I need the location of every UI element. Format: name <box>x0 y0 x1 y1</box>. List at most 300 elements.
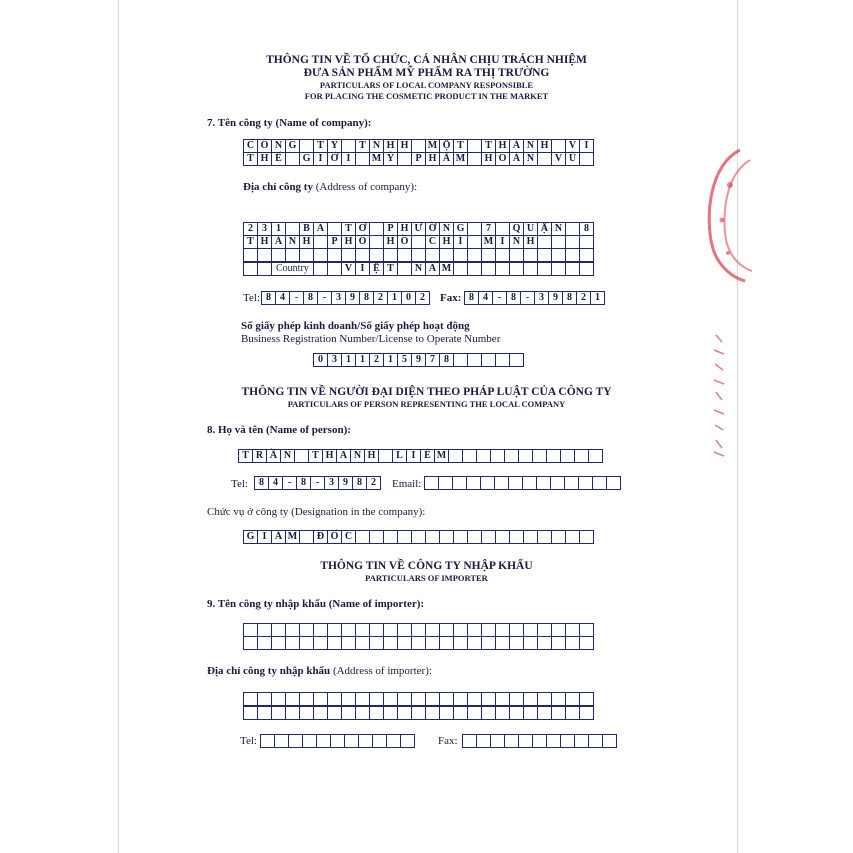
grid-cell: À <box>271 235 286 249</box>
grid-cell <box>579 262 594 276</box>
grid-cell <box>509 353 524 367</box>
grid-cell <box>551 530 566 544</box>
grid-cell <box>411 530 426 544</box>
header-vn-line2: ĐƯA SẢN PHẨM MỸ PHẨM RA THỊ TRƯỜNG <box>303 67 550 79</box>
grid-cell <box>523 623 538 637</box>
grid-cell <box>327 636 342 650</box>
grid-cell <box>495 623 510 637</box>
grid-cell: 7 <box>425 353 440 367</box>
grid-cell <box>490 734 505 748</box>
grid-cell <box>383 706 398 720</box>
person-tel-grid <box>254 476 381 490</box>
grid-cell: Đ <box>313 530 328 544</box>
grid-cell <box>257 636 272 650</box>
grid-cell <box>551 692 566 706</box>
grid-cell: 8 <box>506 291 521 305</box>
grid-cell: G <box>299 152 314 166</box>
grid-cell <box>355 692 370 706</box>
grid-cell: Ậ <box>537 222 552 236</box>
grid-cell: 8 <box>464 291 479 305</box>
grid-cell: Ố <box>355 235 370 249</box>
grid-cell: 8 <box>296 476 311 490</box>
grid-cell: O <box>495 152 510 166</box>
designation-grid <box>243 530 594 544</box>
grid-cell: N <box>411 262 426 276</box>
grid-cell: 3 <box>257 222 272 236</box>
grid-cell <box>565 623 580 637</box>
company-address-label: Địa chỉ công ty (Address of company): <box>243 181 418 193</box>
grid-cell: G <box>243 530 258 544</box>
grid-cell <box>532 734 547 748</box>
grid-cell <box>288 734 303 748</box>
grid-cell <box>467 636 482 650</box>
grid-cell <box>383 530 398 544</box>
grid-cell: 8 <box>562 291 577 305</box>
grid-cell <box>495 353 510 367</box>
grid-cell: 8 <box>579 222 594 236</box>
company-name-grid-line1 <box>243 139 594 153</box>
grid-cell: 2 <box>243 222 258 236</box>
grid-cell <box>355 530 370 544</box>
grid-cell <box>579 235 594 249</box>
grid-cell <box>271 692 286 706</box>
grid-cell <box>467 235 482 249</box>
grid-cell <box>425 623 440 637</box>
grid-cell <box>523 530 538 544</box>
grid-cell: T <box>453 139 468 153</box>
grid-cell <box>523 706 538 720</box>
grid-cell <box>369 530 384 544</box>
grid-cell <box>243 262 258 276</box>
grid-cell: N <box>350 449 365 463</box>
grid-cell <box>467 262 482 276</box>
grid-cell <box>313 636 328 650</box>
grid-cell <box>551 262 566 276</box>
grid-cell: M <box>369 152 384 166</box>
grid-cell: H <box>397 222 412 236</box>
grid-cell: 3 <box>534 291 549 305</box>
grid-cell <box>476 449 491 463</box>
license-label-vn: Số giấy phép kinh doanh/Số giấy phép hoạt động <box>241 320 470 332</box>
grid-cell: T <box>383 262 398 276</box>
grid-cell: 1 <box>590 291 605 305</box>
grid-cell: Í <box>453 235 468 249</box>
grid-cell <box>327 623 342 637</box>
grid-cell <box>243 692 258 706</box>
grid-cell: H <box>397 139 412 153</box>
grid-cell: Ầ <box>266 449 281 463</box>
grid-cell <box>302 734 317 748</box>
grid-cell <box>341 692 356 706</box>
grid-cell <box>579 530 594 544</box>
grid-cell: N <box>280 449 295 463</box>
grid-cell <box>257 623 272 637</box>
header-vn-line1: THÔNG TIN VỀ TỔ CHỨC, CÁ NHÂN CHỊU TRÁCH NHIỆM <box>266 54 587 66</box>
grid-cell <box>523 692 538 706</box>
grid-cell: - <box>520 291 535 305</box>
grid-cell <box>313 262 328 276</box>
grid-cell <box>425 530 440 544</box>
grid-cell: T <box>341 222 356 236</box>
grid-cell <box>522 476 537 490</box>
grid-cell: P <box>327 235 342 249</box>
grid-cell <box>294 449 309 463</box>
grid-cell: H <box>523 235 538 249</box>
grid-cell <box>481 692 496 706</box>
grid-cell <box>299 623 314 637</box>
grid-cell: Ố <box>327 530 342 544</box>
grid-cell <box>400 734 415 748</box>
grid-cell: - <box>492 291 507 305</box>
grid-cell: 4 <box>275 291 290 305</box>
grid-cell <box>518 449 533 463</box>
grid-cell <box>285 706 300 720</box>
grid-cell <box>243 636 258 650</box>
grid-cell: 3 <box>331 291 346 305</box>
grid-cell <box>397 248 412 262</box>
grid-cell <box>316 734 331 748</box>
grid-cell: Ỹ <box>383 152 398 166</box>
grid-cell <box>509 706 524 720</box>
grid-cell: - <box>310 476 325 490</box>
grid-cell: 9 <box>548 291 563 305</box>
person-name-grid <box>238 449 603 463</box>
grid-cell <box>383 248 398 262</box>
grid-cell: H <box>383 235 398 249</box>
license-label-en: Business Registration Number/License to Operate Number <box>241 333 501 345</box>
grid-cell: G <box>285 139 300 153</box>
importer-fax-grid <box>462 734 617 748</box>
grid-cell: U <box>523 222 538 236</box>
red-stamp-fragment <box>700 145 760 285</box>
grid-cell: Á <box>271 530 286 544</box>
grid-cell <box>285 623 300 637</box>
grid-cell: V <box>341 262 356 276</box>
grid-cell <box>271 636 286 650</box>
grid-cell <box>495 706 510 720</box>
grid-cell <box>344 734 359 748</box>
grid-cell: Ế <box>271 152 286 166</box>
grid-cell <box>509 262 524 276</box>
grid-cell: H <box>439 235 454 249</box>
grid-cell: 3 <box>327 353 342 367</box>
grid-cell <box>453 248 468 262</box>
grid-cell <box>411 692 426 706</box>
grid-cell <box>565 692 580 706</box>
grid-cell <box>574 449 589 463</box>
company-fax-grid <box>464 291 605 305</box>
grid-cell <box>425 706 440 720</box>
grid-cell <box>495 692 510 706</box>
grid-cell <box>397 692 412 706</box>
grid-cell <box>243 248 258 262</box>
grid-cell <box>551 706 566 720</box>
grid-cell: 8 <box>261 291 276 305</box>
grid-cell <box>481 636 496 650</box>
importer-name-label: 9. Tên công ty nhập khẩu (Name of importer): <box>207 598 425 610</box>
importer-tel-grid <box>260 734 415 748</box>
grid-cell: 4 <box>478 291 493 305</box>
grid-cell: 9 <box>338 476 353 490</box>
grid-cell <box>565 706 580 720</box>
importer-name-grid-line2 <box>243 636 594 650</box>
grid-cell <box>453 530 468 544</box>
grid-cell <box>341 706 356 720</box>
grid-cell <box>565 248 580 262</box>
grid-cell: I <box>495 235 510 249</box>
grid-cell <box>509 623 524 637</box>
grid-cell <box>565 530 580 544</box>
grid-cell: I <box>355 262 370 276</box>
grid-cell <box>578 476 593 490</box>
grid-cell: Ớ <box>327 152 342 166</box>
grid-cell <box>355 636 370 650</box>
grid-cell <box>495 530 510 544</box>
grid-cell <box>523 636 538 650</box>
grid-cell: M <box>285 530 300 544</box>
grid-cell <box>257 262 272 276</box>
grid-cell <box>537 706 552 720</box>
grid-cell <box>299 530 314 544</box>
person-tel-label: Tel: <box>231 478 248 490</box>
grid-cell: Ư <box>411 222 426 236</box>
grid-cell: H <box>495 139 510 153</box>
grid-cell: C <box>243 139 258 153</box>
grid-cell <box>383 692 398 706</box>
grid-cell <box>565 636 580 650</box>
grid-cell: Ẩ <box>439 152 454 166</box>
grid-cell: 9 <box>345 291 360 305</box>
grid-cell: M <box>453 152 468 166</box>
grid-cell <box>550 476 565 490</box>
grid-cell: T <box>238 449 253 463</box>
grid-cell: N <box>271 139 286 153</box>
company-address-grid-line1 <box>243 222 594 236</box>
grid-cell <box>386 734 401 748</box>
grid-cell: 7 <box>481 222 496 236</box>
grid-cell <box>327 248 342 262</box>
grid-cell: 1 <box>355 353 370 367</box>
grid-cell <box>602 734 617 748</box>
grid-cell <box>481 262 496 276</box>
grid-cell <box>397 262 412 276</box>
company-name-grid-line2 <box>243 152 594 166</box>
grid-cell: G <box>453 222 468 236</box>
grid-cell <box>355 706 370 720</box>
grid-cell: T <box>313 139 328 153</box>
grid-cell: - <box>317 291 332 305</box>
company-name-label: 7. Tên công ty (Name of company): <box>207 117 372 129</box>
grid-cell <box>466 476 481 490</box>
grid-cell <box>369 222 384 236</box>
grid-cell <box>372 734 387 748</box>
grid-cell <box>480 476 495 490</box>
grid-cell <box>397 706 412 720</box>
grid-cell <box>411 139 426 153</box>
grid-cell <box>551 248 566 262</box>
grid-cell: 8 <box>254 476 269 490</box>
grid-cell <box>355 248 370 262</box>
grid-cell <box>243 706 258 720</box>
grid-cell <box>546 734 561 748</box>
grid-cell: T <box>308 449 323 463</box>
grid-cell <box>453 623 468 637</box>
grid-cell: H <box>322 449 337 463</box>
grid-cell: Ờ <box>425 222 440 236</box>
company-address-grid-line3 <box>243 248 594 262</box>
header-en-line2: FOR PLACING THE COSMETIC PRODUCT IN THE MARKET <box>304 91 549 101</box>
grid-cell: H <box>425 152 440 166</box>
grid-cell: 2 <box>415 291 430 305</box>
grid-cell: P <box>411 152 426 166</box>
grid-cell <box>518 734 533 748</box>
importer-fax-label: Fax: <box>438 735 458 747</box>
grid-cell <box>467 222 482 236</box>
grid-cell: T <box>481 139 496 153</box>
grid-cell <box>560 449 575 463</box>
grid-cell: I <box>341 152 356 166</box>
grid-cell <box>438 476 453 490</box>
grid-cell: 0 <box>401 291 416 305</box>
grid-cell <box>481 353 496 367</box>
grid-cell <box>537 530 552 544</box>
grid-cell <box>579 636 594 650</box>
designation-label: Chức vụ ở công ty (Designation in the company): <box>207 506 426 518</box>
grid-cell <box>313 623 328 637</box>
grid-cell: Ô <box>257 139 272 153</box>
grid-cell: 3 <box>324 476 339 490</box>
person-email-label: Email: <box>392 478 422 490</box>
grid-cell <box>462 734 477 748</box>
grid-cell <box>546 449 561 463</box>
grid-cell <box>439 248 454 262</box>
person-email-grid <box>424 476 621 490</box>
grid-cell <box>495 636 510 650</box>
grid-cell <box>439 530 454 544</box>
grid-cell: N <box>439 222 454 236</box>
grid-cell <box>397 530 412 544</box>
grid-cell <box>369 235 384 249</box>
company-tel-label: Tel: <box>243 292 260 304</box>
grid-cell <box>411 235 426 249</box>
grid-cell: Y <box>327 139 342 153</box>
grid-cell: Ơ <box>355 222 370 236</box>
grid-cell: 4 <box>268 476 283 490</box>
grid-cell: N <box>523 152 538 166</box>
grid-cell <box>551 139 566 153</box>
grid-cell: L <box>392 449 407 463</box>
grid-cell: À <box>509 139 524 153</box>
grid-cell: H <box>257 235 272 249</box>
company-tel-grid <box>261 291 430 305</box>
grid-cell <box>537 692 552 706</box>
grid-cell: M <box>434 449 449 463</box>
grid-cell <box>537 636 552 650</box>
grid-cell <box>285 222 300 236</box>
grid-cell <box>481 706 496 720</box>
grid-cell: I <box>406 449 421 463</box>
company-address-grid-line2 <box>243 235 594 249</box>
grid-cell <box>285 248 300 262</box>
grid-cell <box>257 706 272 720</box>
grid-cell: Ệ <box>369 262 384 276</box>
grid-cell: H <box>383 139 398 153</box>
grid-cell <box>378 449 393 463</box>
grid-cell <box>271 706 286 720</box>
grid-cell: 5 <box>397 353 412 367</box>
grid-cell: M <box>481 235 496 249</box>
grid-cell <box>481 530 496 544</box>
grid-cell <box>313 248 328 262</box>
grid-cell <box>341 139 356 153</box>
grid-cell <box>411 623 426 637</box>
grid-cell <box>565 262 580 276</box>
grid-cell <box>439 636 454 650</box>
grid-cell <box>495 222 510 236</box>
grid-cell <box>327 262 342 276</box>
grid-cell: I <box>579 139 594 153</box>
grid-cell <box>369 706 384 720</box>
grid-cell: T <box>243 152 258 166</box>
header-en-line1: PARTICULARS OF LOCAL COMPANY RESPONSIBLE <box>319 80 534 90</box>
country-label: Country <box>273 263 312 275</box>
grid-cell: B <box>299 222 314 236</box>
grid-cell <box>383 636 398 650</box>
grid-cell: 9 <box>411 353 426 367</box>
grid-cell: A <box>425 262 440 276</box>
grid-cell <box>509 530 524 544</box>
importer-address-grid-line1 <box>243 692 594 706</box>
grid-cell: T <box>243 235 258 249</box>
company-fax-label: Fax: <box>440 292 462 304</box>
grid-cell <box>330 734 345 748</box>
importer-tel-label: Tel: <box>240 735 257 747</box>
grid-cell: Ũ <box>565 152 580 166</box>
grid-cell <box>313 692 328 706</box>
grid-cell: - <box>282 476 297 490</box>
grid-cell <box>299 139 314 153</box>
grid-cell <box>504 449 519 463</box>
grid-cell: N <box>509 235 524 249</box>
grid-cell: Ộ <box>439 139 454 153</box>
grid-cell: 8 <box>303 291 318 305</box>
grid-cell <box>564 476 579 490</box>
grid-cell: I <box>257 530 272 544</box>
grid-cell: N <box>551 222 566 236</box>
grid-cell <box>411 706 426 720</box>
grid-cell <box>606 476 621 490</box>
grid-cell <box>327 692 342 706</box>
grid-cell <box>313 706 328 720</box>
grid-cell <box>551 623 566 637</box>
grid-cell: C <box>341 530 356 544</box>
grid-cell <box>397 636 412 650</box>
grid-cell <box>327 222 342 236</box>
grid-cell <box>467 139 482 153</box>
grid-cell <box>467 353 482 367</box>
grid-cell <box>397 152 412 166</box>
grid-cell <box>537 152 552 166</box>
grid-cell <box>260 734 275 748</box>
grid-cell <box>537 623 552 637</box>
license-number-grid <box>313 353 524 367</box>
importer-address-grid-line2 <box>243 706 594 720</box>
grid-cell <box>271 623 286 637</box>
grid-cell <box>369 623 384 637</box>
grid-cell <box>592 476 607 490</box>
grid-cell <box>453 706 468 720</box>
person-name-label: 8. Họ và tên (Name of person): <box>207 424 351 436</box>
